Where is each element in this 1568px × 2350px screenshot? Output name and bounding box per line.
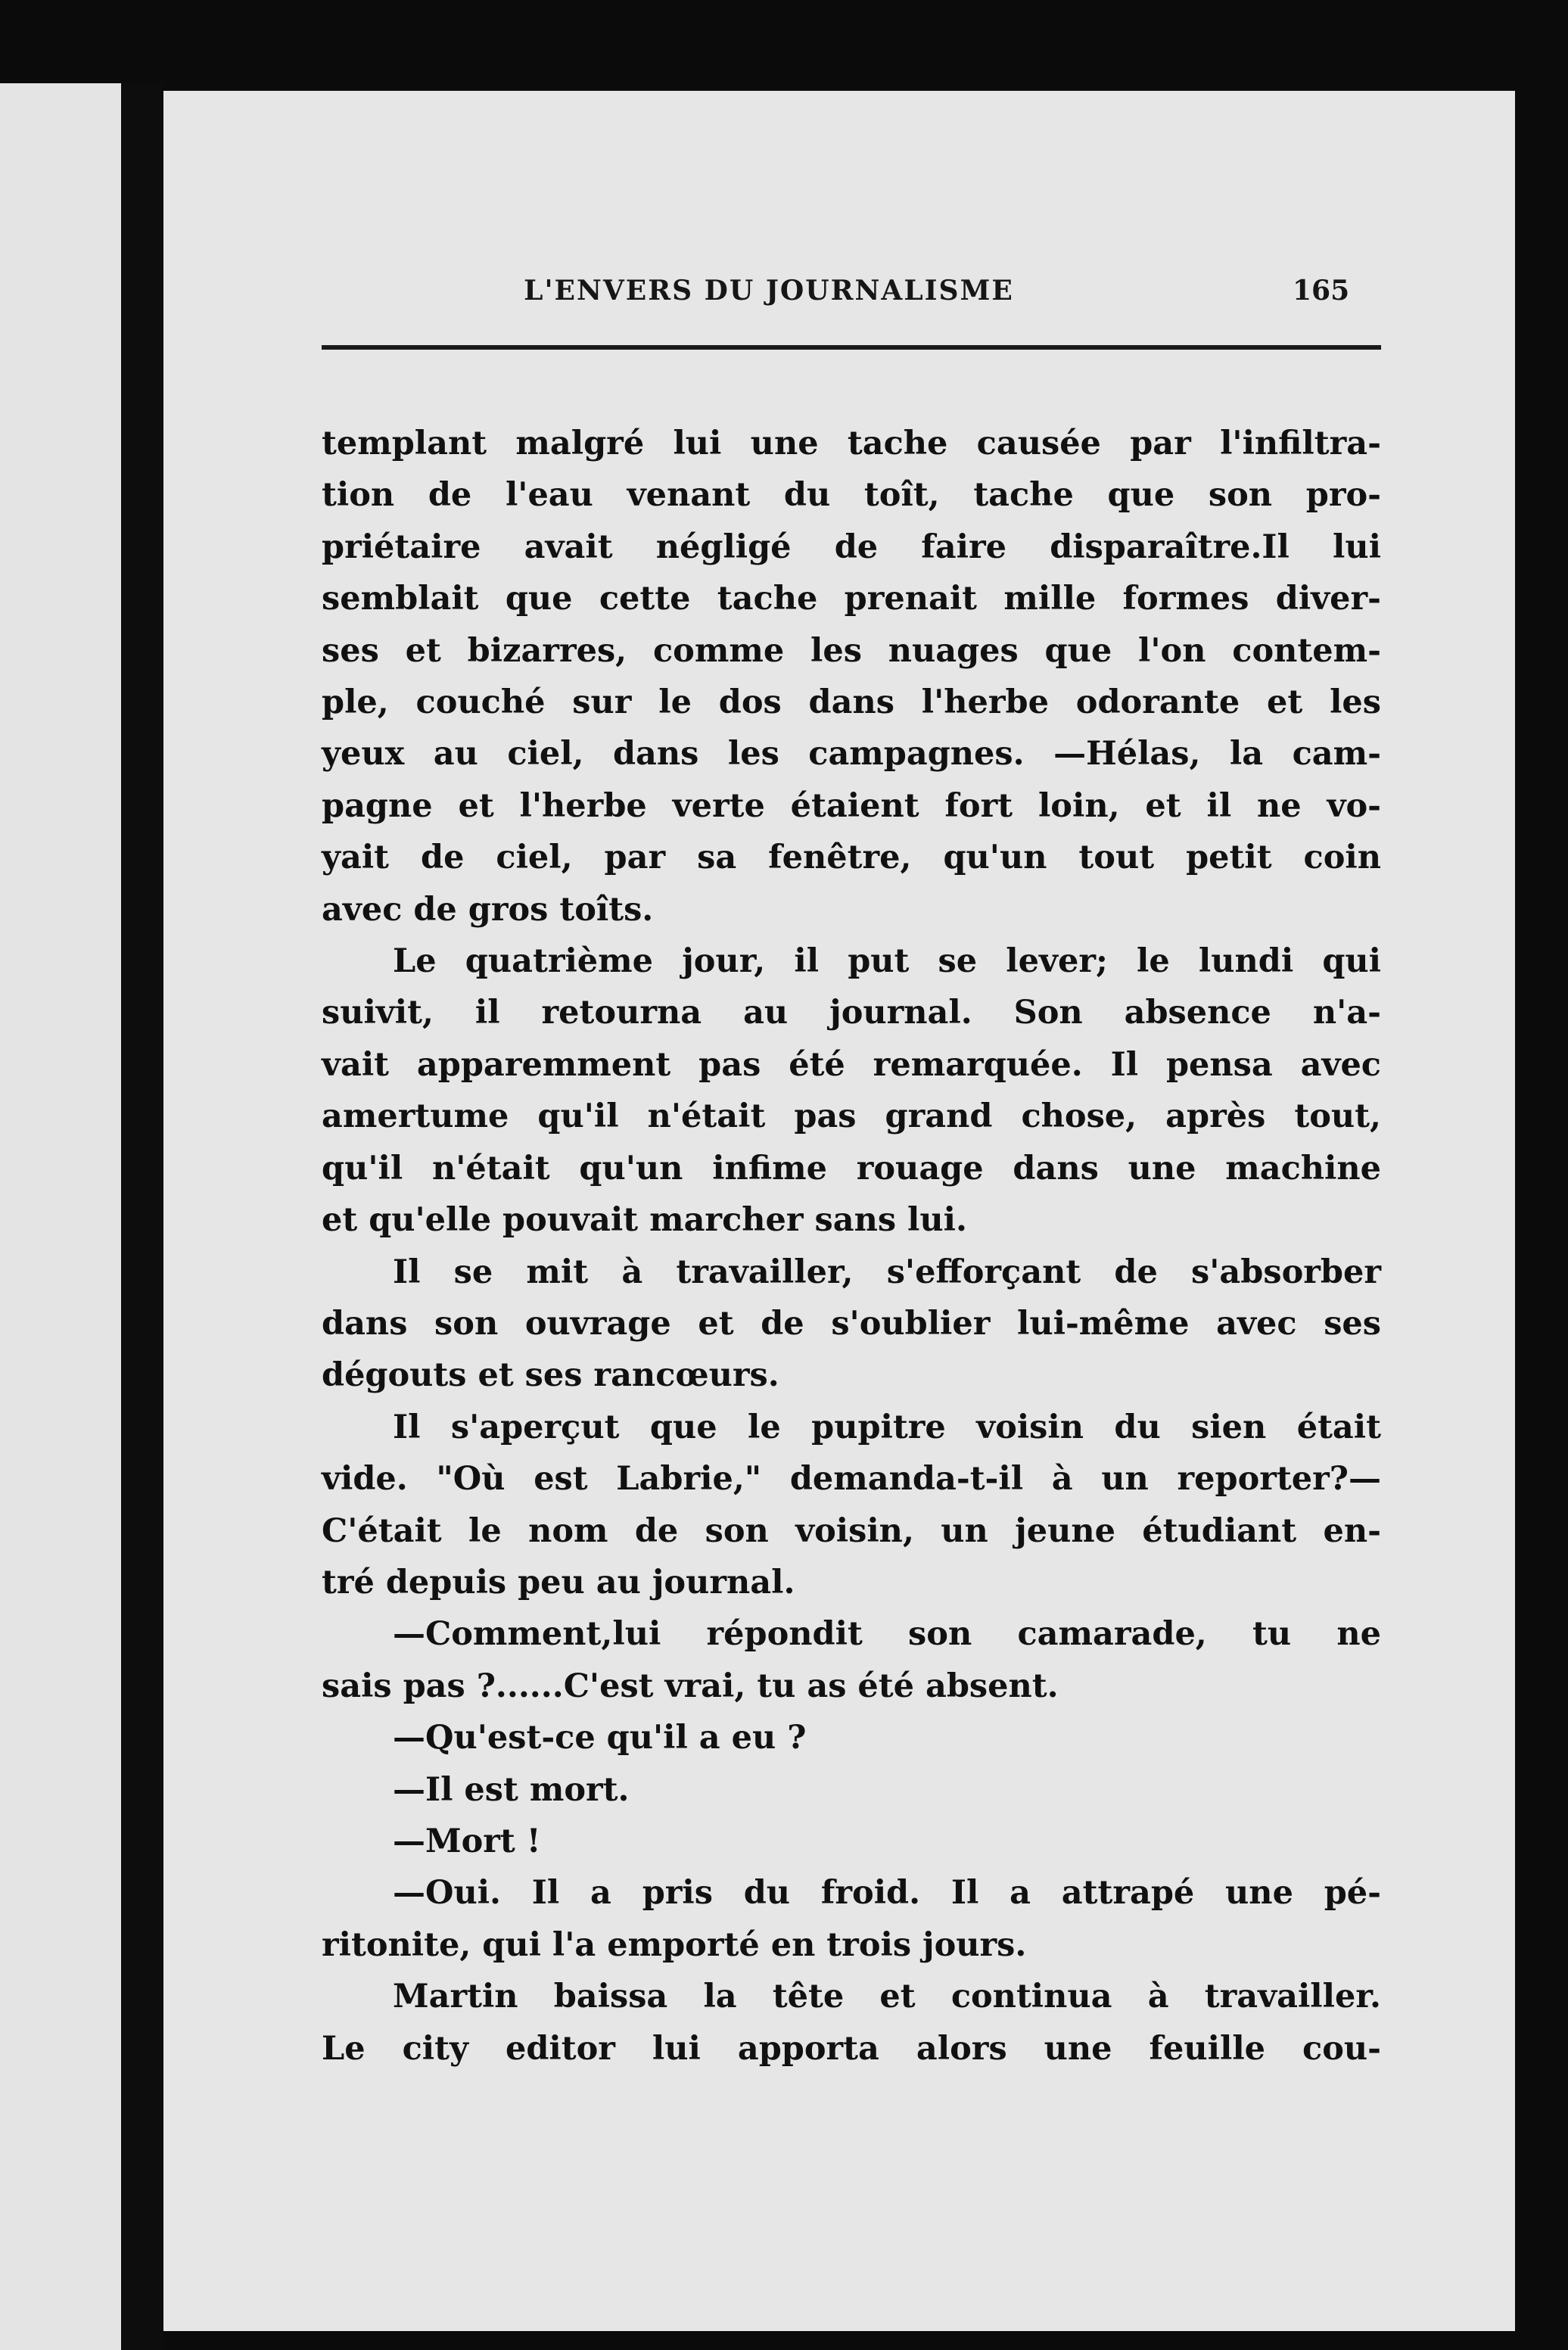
text-line: Le quatrième jour, il put se lever; le lundi qui: [393, 942, 1381, 981]
text-line: —Oui. Il a pris du froid. Il a attrapé une pé-: [393, 1874, 1381, 1913]
page-header: [163, 261, 1374, 314]
text-line: —Comment,lui répondit son camarade, tu ne: [393, 1615, 1381, 1654]
text-line: yait de ciel, par sa fenêtre, qu'un tout petit coin: [322, 839, 1381, 877]
text-line: vait apparemment pas été remarquée. Il pensa avec: [322, 1045, 1381, 1084]
text-line: qu'il n'était qu'un infime rouage dans une machine: [322, 1149, 1381, 1187]
text-line: C'était le nom de son voisin, un jeune étudiant en-: [322, 1511, 1381, 1550]
text-line: vide. "Où est Labrie," demanda-t-il à un reporter?—: [322, 1460, 1381, 1499]
text-line: semblait que cette tache prenait mille formes diver-: [322, 580, 1381, 618]
text-line: priétaire avait négligé de faire disparaître.Il lui: [322, 528, 1381, 566]
text-line: Il s'aperçut que le pupitre voisin du sien était: [393, 1408, 1381, 1446]
text-line: ple, couché sur le dos dans l'herbe odorante et les: [322, 683, 1381, 722]
text-line: —Il est mort.: [393, 1770, 630, 1809]
running-head: L'ENVERS DU JOURNALISME: [524, 275, 1014, 307]
text-line: —Mort !: [393, 1822, 541, 1860]
text-line: amertume qu'il n'était pas grand chose, après tout,: [322, 1097, 1381, 1136]
text-line: et qu'elle pouvait marcher sans lui.: [322, 1201, 967, 1240]
text-line: dans son ouvrage et de s'oublier lui-même avec ses: [322, 1304, 1381, 1343]
text-line: tré depuis peu au journal.: [322, 1563, 795, 1601]
text-line: ses et bizarres, comme les nuages que l'on contem-: [322, 631, 1381, 670]
body-text: [322, 418, 1381, 2075]
text-line: Il se mit à travailler, s'efforçant de s'absorber: [393, 1253, 1381, 1291]
book-gutter: [121, 83, 163, 2350]
scan-border: [1515, 83, 1568, 2350]
facing-page-edge: [0, 83, 121, 2350]
text-line: templant malgré lui une tache causée par l'infiltra-: [322, 425, 1381, 462]
header-rule: [322, 345, 1381, 350]
text-line: ritonite, qui l'a emporté en trois jours.: [322, 1925, 1027, 1964]
text-line: sais pas ?......C'est vrai, tu as été absent.: [322, 1667, 1059, 1705]
text-line: Le city editor lui apporta alors une feuille cou-: [322, 2029, 1381, 2068]
page-number: 165: [1293, 275, 1350, 307]
text-line: suivit, il retourna au journal. Son absence n'a-: [322, 994, 1381, 1032]
text-line: yeux au ciel, dans les campagnes. —Hélas, la cam-: [322, 735, 1381, 773]
text-line: avec de gros toîts.: [322, 890, 654, 929]
text-line: tion de l'eau venant du toît, tache que son pro-: [322, 476, 1381, 515]
text-line: Martin baissa la tête et continua à travailler.: [393, 1978, 1381, 2016]
text-line: dégouts et ses rancœurs.: [322, 1356, 779, 1395]
text-line: —Qu'est-ce qu'il a eu ?: [393, 1719, 807, 1757]
text-line: pagne et l'herbe verte étaient fort loin, et il ne vo-: [322, 786, 1381, 825]
